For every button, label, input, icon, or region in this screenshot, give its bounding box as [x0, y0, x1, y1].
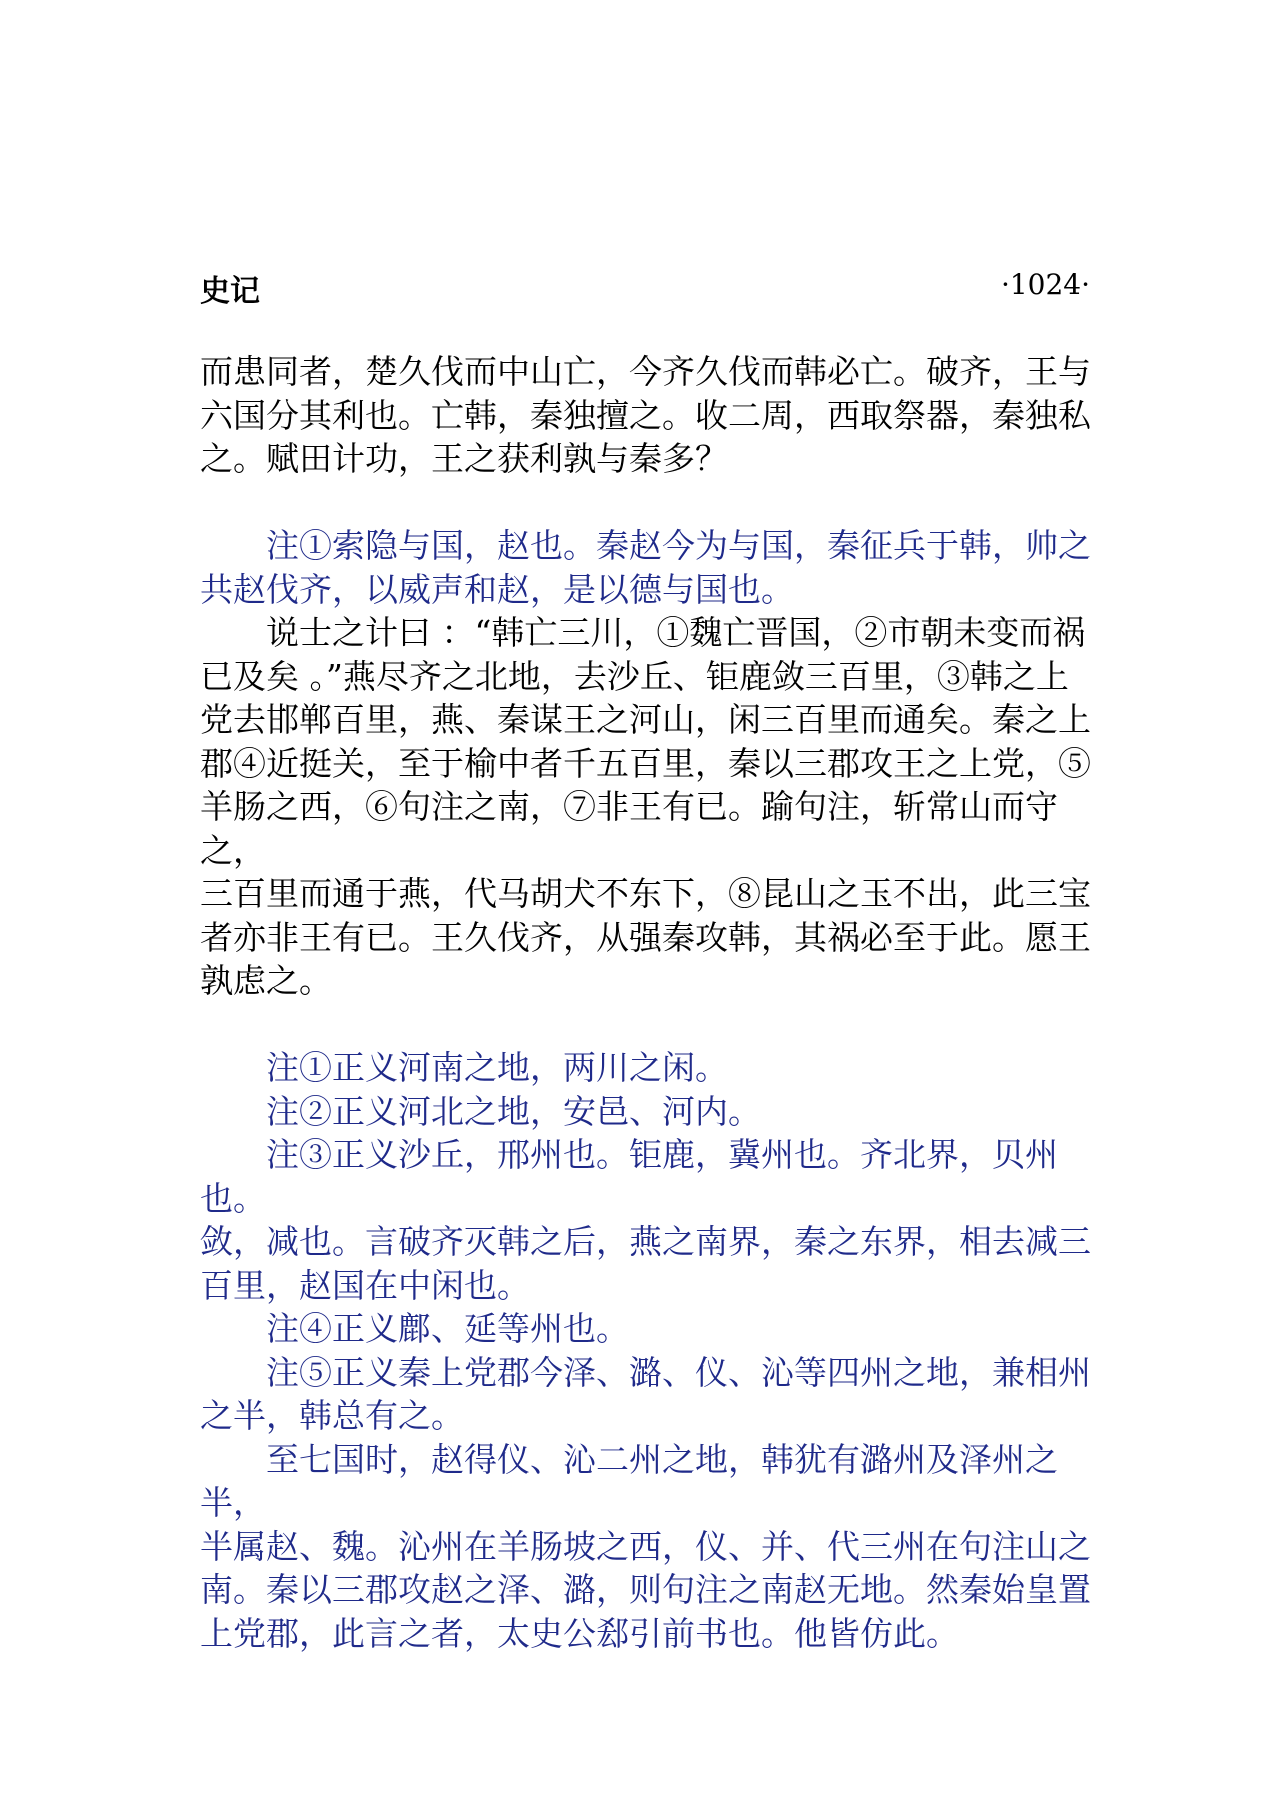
text-line: 之半，韩总有之。: [200, 1396, 464, 1435]
text-line: 注①正义河南之地，两川之闲。: [200, 1048, 728, 1087]
text-line: 至七国时，赵得仪、沁二州之地，韩犹有潞州及泽州之半，: [200, 1439, 1058, 1522]
text-line: 党去邯郸百里，燕、秦谋王之河山，闲三百里而通矣。秦之上: [200, 700, 1091, 739]
annotation-paragraph: [200, 1307, 1100, 1351]
page-header: [200, 266, 1090, 309]
text-line: 者亦非王有已。王久伐齐，从强秦攻韩，其祸必至于此。愿王: [200, 917, 1091, 957]
text-line: 注⑤正义秦上党郡今泽、潞、仪、沁等四州之地，兼相州: [200, 1352, 1091, 1392]
text-line: 郡④近挺关，至于榆中者千五百里，秦以三郡攻王之上党，⑤: [200, 743, 1091, 783]
book-title: 史记: [200, 274, 260, 309]
text-line: 孰虑之。: [200, 961, 332, 1000]
paragraph-gap: [200, 481, 1100, 525]
text-line: 南。秦以三郡攻赵之泽、潞，则句注之南赵无地。然秦始皇置: [200, 1570, 1091, 1609]
paragraph-gap: [200, 1003, 1100, 1047]
text-line: 三百里而通于燕，代马胡犬不东下，⑧昆山之玉不出，此三宝: [200, 874, 1091, 913]
text-line: 说士之计曰 ：“韩亡三川，①魏亡晋国，②市朝未变而祸: [200, 613, 1086, 652]
annotation-paragraph: [200, 1046, 1100, 1090]
annotation-paragraph: [200, 1351, 1100, 1438]
text-line: 注④正义鄜、延等州也。: [200, 1309, 629, 1348]
annotation-paragraph: [200, 1133, 1100, 1307]
text-line: 羊肠之西，⑥句注之南，⑦非王有已。踰句注，斩常山而守之，: [200, 787, 1058, 870]
main-text-paragraph: [200, 350, 1100, 481]
text-line: 半属赵、魏。沁州在羊肠坡之西，仪、并、代三州在句注山之: [200, 1526, 1091, 1566]
page-body: [200, 350, 1100, 1655]
text-line: 注③正义沙丘，邢州也。钜鹿，冀州也。齐北界，贝州也。: [200, 1135, 1058, 1218]
text-line: 敛，减也。言破齐灭韩之后，燕之南界，秦之东界，相去减三: [200, 1222, 1091, 1261]
annotation-paragraph: [200, 1090, 1100, 1134]
text-line: 百里，赵国在中闲也。: [200, 1265, 530, 1305]
text-line: 注②正义河北之地，安邑、河内。: [200, 1091, 761, 1131]
annotation-paragraph: [200, 524, 1100, 611]
text-line: 共赵伐齐，以威声和赵，是以德与国也。: [200, 569, 794, 609]
text-line: 之。赋田计功，王之获利孰与秦多？: [200, 439, 728, 478]
text-line: 已及矣 。”燕尽齐之北地，去沙丘、钜鹿敛三百里，③韩之上: [200, 656, 1069, 696]
annotation-paragraph: [200, 1438, 1100, 1656]
text-line: 注①索隐与国，赵也。秦赵今为与国，秦征兵于韩，帅之: [200, 526, 1091, 565]
text-line: 六国分其利也。亡韩，秦独擅之。收二周，西取祭器，秦独私: [200, 395, 1091, 435]
text-line: 而患同者，楚久伐而中山亡，今齐久伐而韩必亡。破齐，王与: [200, 352, 1091, 391]
main-text-paragraph: [200, 611, 1100, 1003]
page-number: ·1024·: [1000, 268, 1090, 301]
text-line: 上党郡，此言之者，太史公郄引前书也。他皆仿此。: [200, 1613, 959, 1653]
